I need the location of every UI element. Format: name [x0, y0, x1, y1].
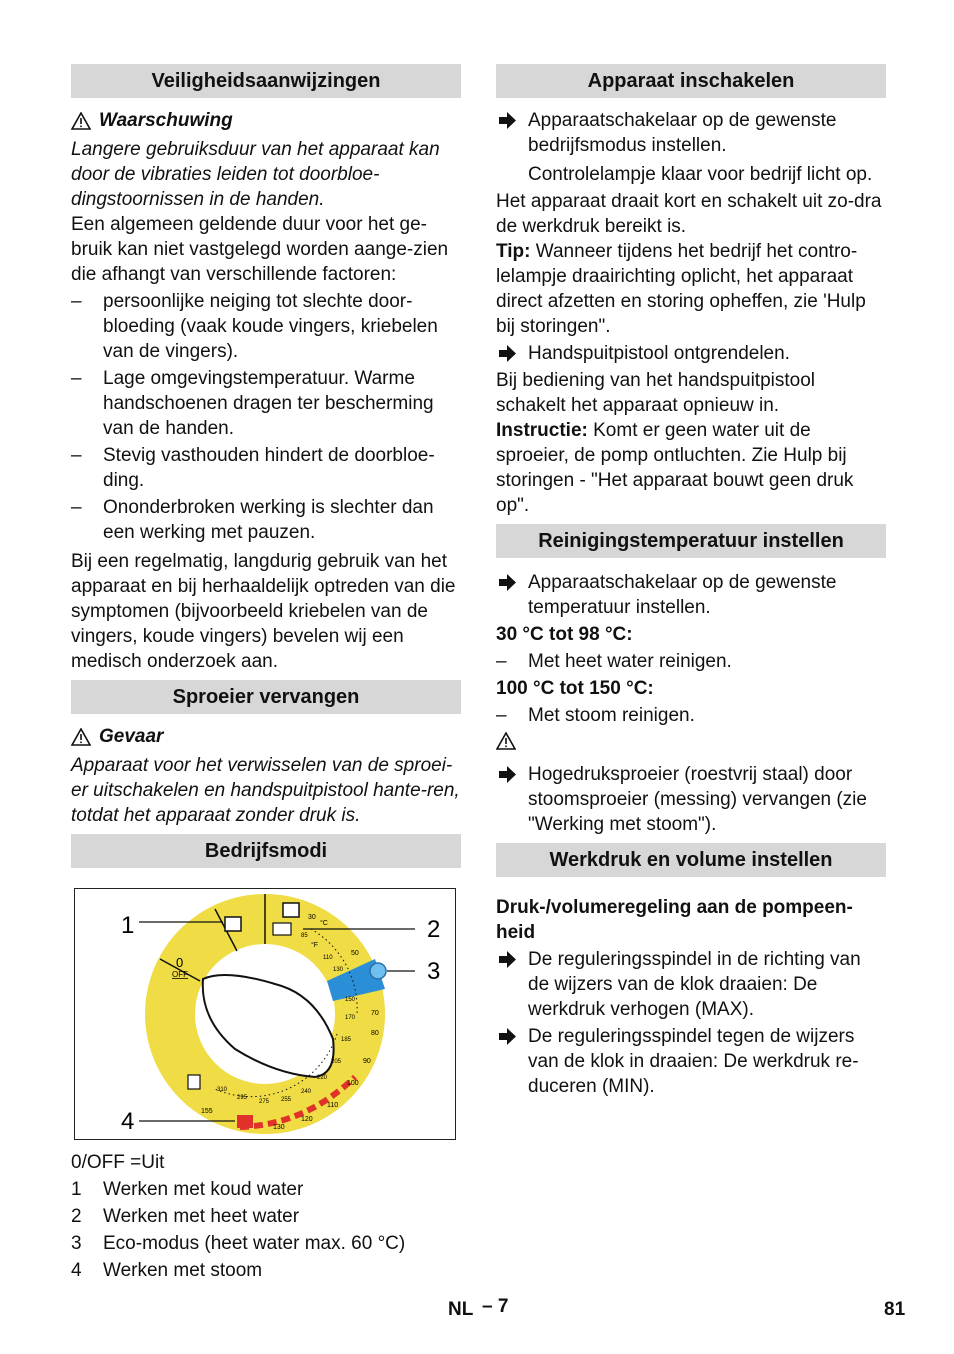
scale-c-label: 110 — [327, 1102, 339, 1109]
unit-f: °F — [311, 942, 319, 949]
legend-row — [71, 1177, 461, 1202]
danger-heading — [71, 724, 461, 749]
mode-dial-illustration — [75, 889, 455, 1139]
legend-value: Werken met koud water — [103, 1179, 304, 1200]
scale-c-label: 50 — [351, 950, 359, 957]
step-text: Apparaatschakelaar op de gewenste temperatuur instellen. — [528, 572, 837, 618]
legend-key: 2 — [71, 1206, 82, 1227]
scale-f-label: 240 — [301, 1089, 312, 1095]
instruction-label: Instructie: — [496, 420, 588, 441]
instruction-step — [496, 947, 886, 1022]
section-header-temperature: Reinigingstemperatuur instellen — [496, 524, 886, 558]
mode-switch-figure — [74, 888, 456, 1140]
footer-page-number: 81 — [884, 1299, 906, 1320]
arrow-right-icon — [496, 108, 518, 133]
unit-c: °C — [320, 920, 328, 927]
cold-water-icon — [225, 917, 241, 931]
legend-row — [71, 1258, 461, 1283]
instruction-step — [496, 1024, 886, 1099]
callout-4: 4 — [121, 1108, 135, 1135]
scale-f-label: 255 — [281, 1097, 292, 1103]
warning-triangle-icon — [496, 732, 516, 750]
list-item: – Ononderbroken werking is slechter dan een werking met pauzen. — [71, 495, 461, 545]
step-text: Handspuitpistool ontgrendelen. — [528, 343, 790, 364]
warning-heading — [71, 108, 461, 133]
step-text: Apparaatschakelaar op de gewenste bedrijfsmodus instellen. — [528, 110, 837, 156]
legend-value: Werken met stoom — [103, 1260, 263, 1281]
arrow-right-icon — [496, 1024, 518, 1049]
list-item: – Met stoom reinigen. — [496, 703, 886, 728]
scale-f-label: 295 — [237, 1095, 248, 1101]
step-text: Hogedruksproeier (roestvrij staal) door stoomsproeier (messing) vervangen (zie "Werking met stoom"). — [528, 764, 867, 835]
scale-inner-label: 155 — [201, 1108, 213, 1115]
list-item: – Lage omgevingstemperatuur. Warme handschoenen dragen ter bescherming van de handen. — [71, 366, 461, 441]
dial-off: OFF — [172, 970, 188, 979]
section-header-switch-on: Apparaat inschakelen — [496, 64, 886, 98]
warning-triangle-icon — [71, 728, 91, 746]
paragraph: Het apparaat draait kort en schakelt uit zo-dra de werkdruk bereikt is. — [496, 191, 882, 237]
warning-triangle-icon — [71, 112, 91, 130]
warning-text: Langere gebruiksduur van het apparaat kan door de vibraties leiden tot doorbloe-dingstoornissen in de handen. — [71, 139, 440, 210]
warning-symbol — [496, 728, 886, 762]
step-text: De reguleringsspindel in de richting van de wijzers van de klok draaien: De werkdruk verhogen (MAX). — [528, 949, 861, 1020]
temp-range-heading: 100 °C tot 150 °C: — [496, 678, 654, 699]
instruction-text: Komt er geen water uit de sproeier, de pomp ontluchten. Zie Hulp bij storingen - "Het apparaat bouwt geen druk op". — [496, 420, 854, 516]
scale-f-label: 170 — [345, 1015, 356, 1021]
legend-key: 1 — [71, 1179, 82, 1200]
scale-c-label: 130 — [273, 1124, 285, 1131]
right-column — [496, 64, 886, 1099]
section-header-nozzle: Sproeier vervangen — [71, 680, 461, 714]
section-header-safety: Veiligheidsaanwijzingen — [71, 64, 461, 98]
step-text: De reguleringsspindel tegen de wijzers van de klok in draaien: De werkdruk re-duceren (MIN). — [528, 1026, 859, 1097]
danger-label: Gevaar — [99, 726, 164, 747]
instruction-step — [496, 341, 886, 366]
legend-key: 0/OFF = — [71, 1152, 142, 1173]
instruction-paragraph — [496, 418, 886, 518]
warning-label: Waarschuwing — [99, 110, 233, 131]
scale-c-label: 90 — [363, 1058, 371, 1065]
scale-f-label: 110 — [323, 955, 333, 961]
scale-f-label: 275 — [259, 1099, 270, 1105]
scale-c-label: 100 — [347, 1080, 359, 1087]
scale-c-label: 70 — [371, 1010, 379, 1017]
scale-f-label: 150 — [345, 997, 356, 1003]
legend-key: 3 — [71, 1233, 82, 1254]
hot-water-icon — [283, 903, 299, 917]
step-note: Controlelampje klaar voor bedrijf licht op. — [528, 164, 873, 185]
legend-row — [71, 1150, 461, 1175]
scale-f-label: 130 — [333, 967, 344, 973]
legend-row — [71, 1231, 461, 1256]
arrow-right-icon — [496, 947, 518, 972]
section-header-pressure: Werkdruk en volume instellen — [496, 843, 886, 877]
legend-key: 4 — [71, 1260, 82, 1281]
scale-c-label: 80 — [371, 1030, 379, 1037]
instruction-step — [496, 762, 886, 837]
burner-icon — [273, 923, 291, 935]
tip-paragraph — [496, 239, 886, 339]
left-column — [71, 64, 461, 1283]
dial-zero: 0 — [176, 955, 184, 970]
scale-c-label: 30 — [308, 914, 316, 921]
arrow-right-icon — [496, 762, 518, 787]
scale-f-label: 220 — [317, 1075, 328, 1081]
legend-value: Uit — [141, 1152, 165, 1173]
footer-language: NL — [448, 1299, 474, 1320]
legend-row — [71, 1204, 461, 1229]
legend-value: Eco-modus (heet water max. 60 °C) — [103, 1233, 406, 1254]
callout-2: 2 — [427, 916, 441, 943]
section-header-modes: Bedrijfsmodi — [71, 834, 461, 868]
instruction-step — [496, 570, 886, 620]
legend-value: Werken met heet water — [103, 1206, 300, 1227]
subsection-title: Druk-/volumeregeling aan de pompeen-heid — [496, 897, 853, 943]
scale-f-label: 205 — [331, 1059, 342, 1065]
scale-f-label: 85 — [301, 933, 308, 939]
safety-outro: Bij een regelmatig, langdurig gebruik van het apparaat en bij herhaaldelijk optreden van die symptomen (bijvoorbeeld kriebelen van de vingers, koude vingers) bevelen wij een medisch onderzoek aan. — [71, 551, 456, 672]
steam-icon — [237, 1115, 253, 1128]
list-item: – persoonlijke neiging tot slechte door-bloeding (vaak koude vingers, kriebelen van de vingers). — [71, 289, 461, 364]
temp-range-heading: 30 °C tot 98 °C: — [496, 624, 633, 645]
scale-c-label: 120 — [301, 1116, 313, 1123]
callout-3: 3 — [427, 958, 441, 985]
safety-intro: Een algemeen geldende duur voor het ge-bruik kan niet vastgelegd worden aange-zien die afhangt van verschillende factoren: — [71, 214, 449, 285]
arrow-right-icon — [496, 570, 518, 595]
footer-local-page: – 7 — [482, 1296, 509, 1317]
paragraph: Bij bediening van het handspuitpistool schakelt het apparaat opnieuw in. — [496, 370, 816, 416]
tip-text: Wanneer tijdens het bedrijf het contro-lelampje draairichting oplicht, het apparaat direct afzetten en storing opheffen, zie 'Hulp bij storingen". — [496, 241, 866, 337]
danger-text: Apparaat voor het verwisselen van de sproei-er uitschakelen en handspuitpistool hante-ren, totdat het apparaat zonder druk is. — [71, 755, 460, 826]
info-icon — [188, 1075, 200, 1089]
scale-f-label: 185 — [341, 1037, 352, 1043]
eco-icon — [370, 963, 386, 979]
list-item: – Stevig vasthouden hindert de doorbloe-ding. — [71, 443, 461, 493]
tip-label: Tip: — [496, 241, 531, 262]
scale-f-label: 310 — [217, 1087, 228, 1093]
arrow-right-icon — [496, 341, 518, 366]
list-item: – Met heet water reinigen. — [496, 649, 886, 674]
callout-1: 1 — [121, 912, 135, 939]
instruction-step — [496, 108, 886, 158]
